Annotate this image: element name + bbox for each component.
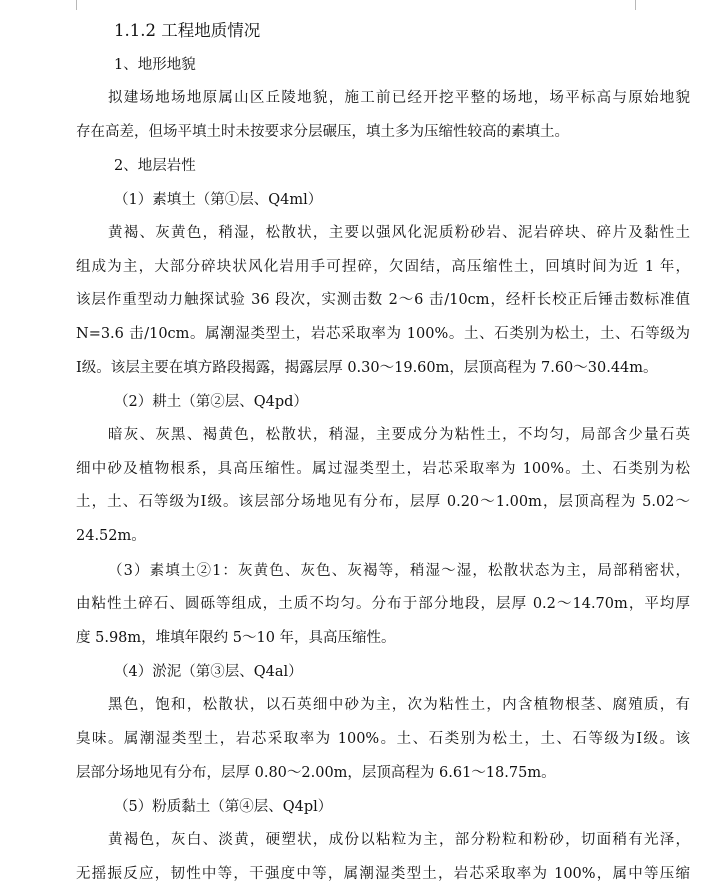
paragraph-line: 度 5.98m，堆填年限约 5～10 年，具高压缩性。 [76, 629, 396, 646]
paragraph-layer-5 [76, 824, 690, 891]
layer-title-1: （1）素填土（第①层、Q4ml） [114, 192, 323, 209]
layer-title-5: （5）粉质黏土（第④层、Q4pl） [114, 799, 333, 816]
layer-title-2: （2）耕土（第②层、Q4pd） [114, 394, 308, 411]
paragraph-layer-3 [76, 555, 690, 656]
paragraph-line: 由粘性土碎石、圆砾等组成，土质不均匀。分布于部分地段，层厚 0.2～14.70m，平均厚 [76, 596, 690, 613]
paragraph-layer-4 [76, 689, 690, 790]
paragraph-line: （3）素填土②1：灰黄色、灰色、灰褐等，稍湿～湿，松散状态为主，局部稍密状， [108, 562, 690, 579]
paragraph-line: 细中砂及植物根系，具高压缩性。属过湿类型土，岩芯采取率为 100%。土、石类别为松 [76, 460, 690, 477]
paragraph-line: 黄褐色，灰白、淡黄，硬塑状，成份以粘粒为主，部分粉粒和粉砂，切面稍有光泽， [108, 832, 690, 849]
paragraph-line: 土，土、石等级为Ⅰ级。该层部分场地见有分布，层厚 0.20～1.00m，层顶高程为 5.02～ [76, 494, 690, 511]
paragraph-line: 黄褐、灰黄色，稍湿，松散状，主要以强风化泥质粉砂岩、泥岩碎块、碎片及黏性土 [108, 225, 690, 242]
paragraph-line: 24.52m。 [76, 527, 146, 544]
page-corner-mark-left [54, 0, 77, 10]
paragraph-line: 该层作重型动力触探试验 36 段次，实测击数 2～6 击/10cm，经杆长校正后锤击数标准值 [76, 292, 690, 309]
paragraph-line: 组成为主，大部分碎块状风化岩用手可捏碎，欠固结，高压缩性土，回填时间为近 1 年， [76, 258, 690, 275]
paragraph-line: 黑色，饱和，松散状，以石英细中砂为主，次为粘性土，内含植物根茎、腐殖质，有 [108, 697, 690, 714]
paragraph-line: 无摇振反应，韧性中等，干强度中等，属潮湿类型土，岩芯采取率为 100%，属中等压缩 [76, 865, 690, 882]
paragraph-line: 存在高差，但场平填土时未按要求分层碾压，填土多为压缩性较高的素填土。 [76, 123, 569, 140]
document-body [76, 14, 690, 891]
paragraph-layer-2 [76, 419, 690, 553]
subsection-title-strata: 2、地层岩性 [114, 158, 196, 175]
paragraph-line: N=3.6 击/10cm。属潮湿类型土，岩芯采取率为 100%。土、石类别为松土，土、石等级为 [76, 325, 690, 342]
subsection-title-terrain: 1、地形地貌 [114, 57, 196, 73]
paragraph-line: 暗灰、灰黑、褐黄色，松散状，稍湿，主要成分为粘性土，不均匀，局部含少量石英 [108, 427, 690, 444]
layer-title-4: （4）淤泥（第③层、Q4al） [114, 664, 303, 681]
paragraph-terrain [76, 82, 690, 149]
paragraph-line: 拟建场地场地原属山区丘陵地貌，施工前已经开挖平整的场地，场平标高与原始地貌 [108, 90, 690, 106]
paragraph-layer-1 [76, 217, 690, 385]
paragraph-line: Ⅰ级。该层主要在填方路段揭露，揭露层厚 0.30～19.60m，层顶高程为 7.60～30.44m。 [76, 359, 658, 376]
paragraph-line: 臭味。属潮湿类型土，岩芯采取率为 100%。土、石类别为松土，土、石等级为Ⅰ级。该 [76, 730, 690, 747]
section-title: 1.1.2 工程地质情况 [114, 21, 261, 40]
page-corner-mark-right [635, 0, 658, 10]
paragraph-line: 层部分场地见有分布，层厚 0.80～2.00m，层顶高程为 6.61～18.75m。 [76, 764, 556, 781]
